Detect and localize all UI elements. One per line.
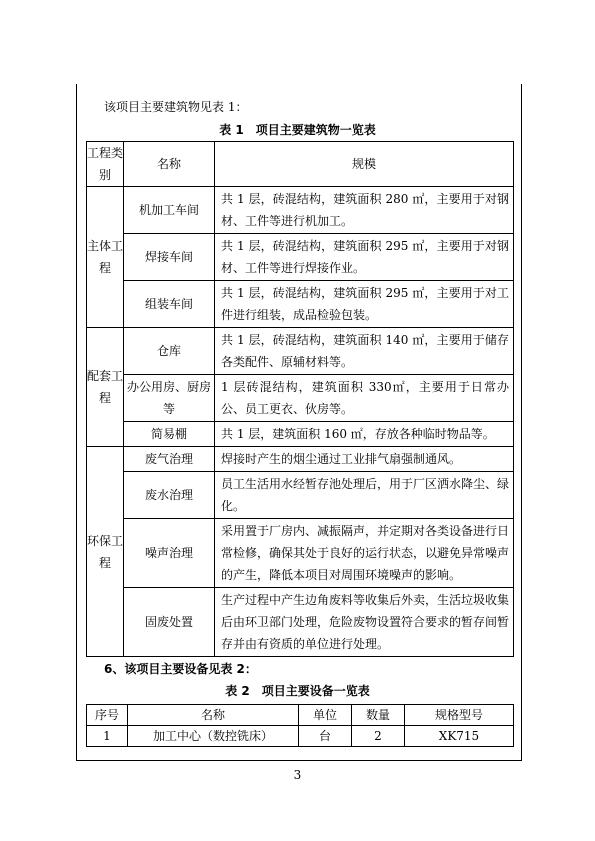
table-row (87, 588, 514, 657)
table1-caption: 表 1 项目主要建筑物一览表 (219, 123, 376, 137)
name-cell: 仓库 (124, 328, 215, 375)
table-row (87, 447, 514, 472)
table-row (87, 519, 514, 588)
scale-cell: 采用置于厂房内、减振隔声，并定期对各类设备进行日常检修，确保其处于良好的运行状态，以避免异常噪声的产生，降低本项目对周围环境噪声的影响。 (215, 519, 514, 588)
index-cell: 1 (87, 726, 128, 747)
scale-cell: 共 1 层，砖混结构，建筑面积 280 ㎡，主要用于对钢材、工件等进行机加工。 (215, 187, 514, 234)
unit-cell: 台 (299, 726, 352, 747)
table-row (87, 422, 514, 447)
scale-cell: 共 1 层，砖混结构，建筑面积 295 ㎡，主要用于对工件进行组装，成品检验包装。 (215, 281, 514, 328)
header-scale: 规模 (215, 142, 514, 187)
table-row (87, 328, 514, 375)
model-cell: XK715 (405, 726, 514, 747)
table-row (87, 187, 514, 234)
category-cell: 环保工程 (87, 447, 124, 657)
header-quantity: 数量 (352, 705, 405, 726)
name-cell: 机加工车间 (124, 187, 215, 234)
table2-caption: 表 2 项目主要设备一览表 (225, 684, 370, 698)
table-row (87, 281, 514, 328)
name-cell: 噪声治理 (124, 519, 215, 588)
table2-header-row (87, 705, 514, 726)
header-name: 名称 (124, 142, 215, 187)
name-cell: 加工中心（数控铣床） (128, 726, 299, 747)
name-cell: 组装车间 (124, 281, 215, 328)
equipment-table (86, 704, 514, 747)
table-row (87, 375, 514, 422)
header-category: 工程类别 (87, 142, 124, 187)
name-cell: 简易棚 (124, 422, 215, 447)
name-cell: 废气治理 (124, 447, 215, 472)
header-index: 序号 (87, 705, 128, 726)
section-heading: 6、该项目主要设备见表 2： (104, 662, 257, 676)
scale-cell: 共 1 层，砖混结构，建筑面积 140 ㎡，主要用于储存各类配件、原辅材料等。 (215, 328, 514, 375)
table-row (87, 726, 514, 747)
scale-cell: 共 1 层，砖混结构，建筑面积 295 ㎡，主要用于对钢材、工件等进行焊接作业。 (215, 234, 514, 281)
name-cell: 办公用房、厨房等 (124, 375, 215, 422)
table-row (87, 234, 514, 281)
name-cell: 焊接车间 (124, 234, 215, 281)
quantity-cell: 2 (352, 726, 405, 747)
scale-cell: 共 1 层，建筑面积 160 ㎡，存放各种临时物品等。 (215, 422, 514, 447)
scale-cell: 焊接时产生的烟尘通过工业排气扇强制通风。 (215, 447, 514, 472)
scale-cell: 生产过程中产生边角废料等收集后外卖，生活垃圾收集后由环卫部门处理，危险废物设置符合要求的暂存间暂存并由有资质的单位进行处理。 (215, 588, 514, 657)
name-cell: 固废处置 (124, 588, 215, 657)
name-cell: 废水治理 (124, 472, 215, 519)
scale-cell: 员工生活用水经暂存池处理后，用于厂区洒水降尘、绿化。 (215, 472, 514, 519)
table-row (87, 472, 514, 519)
page-number: 3 (293, 768, 302, 782)
category-cell: 配套工程 (87, 328, 124, 447)
header-name: 名称 (128, 705, 299, 726)
scale-cell: 1 层砖混结构，建筑面积 330㎡，主要用于日常办公、员工更衣、伙房等。 (215, 375, 514, 422)
intro-text: 该项目主要建筑物见表 1： (104, 100, 248, 114)
category-cell: 主体工程 (87, 187, 124, 328)
buildings-table (86, 141, 514, 657)
header-unit: 单位 (299, 705, 352, 726)
table1-header-row (87, 142, 514, 187)
header-model: 规格型号 (405, 705, 514, 726)
